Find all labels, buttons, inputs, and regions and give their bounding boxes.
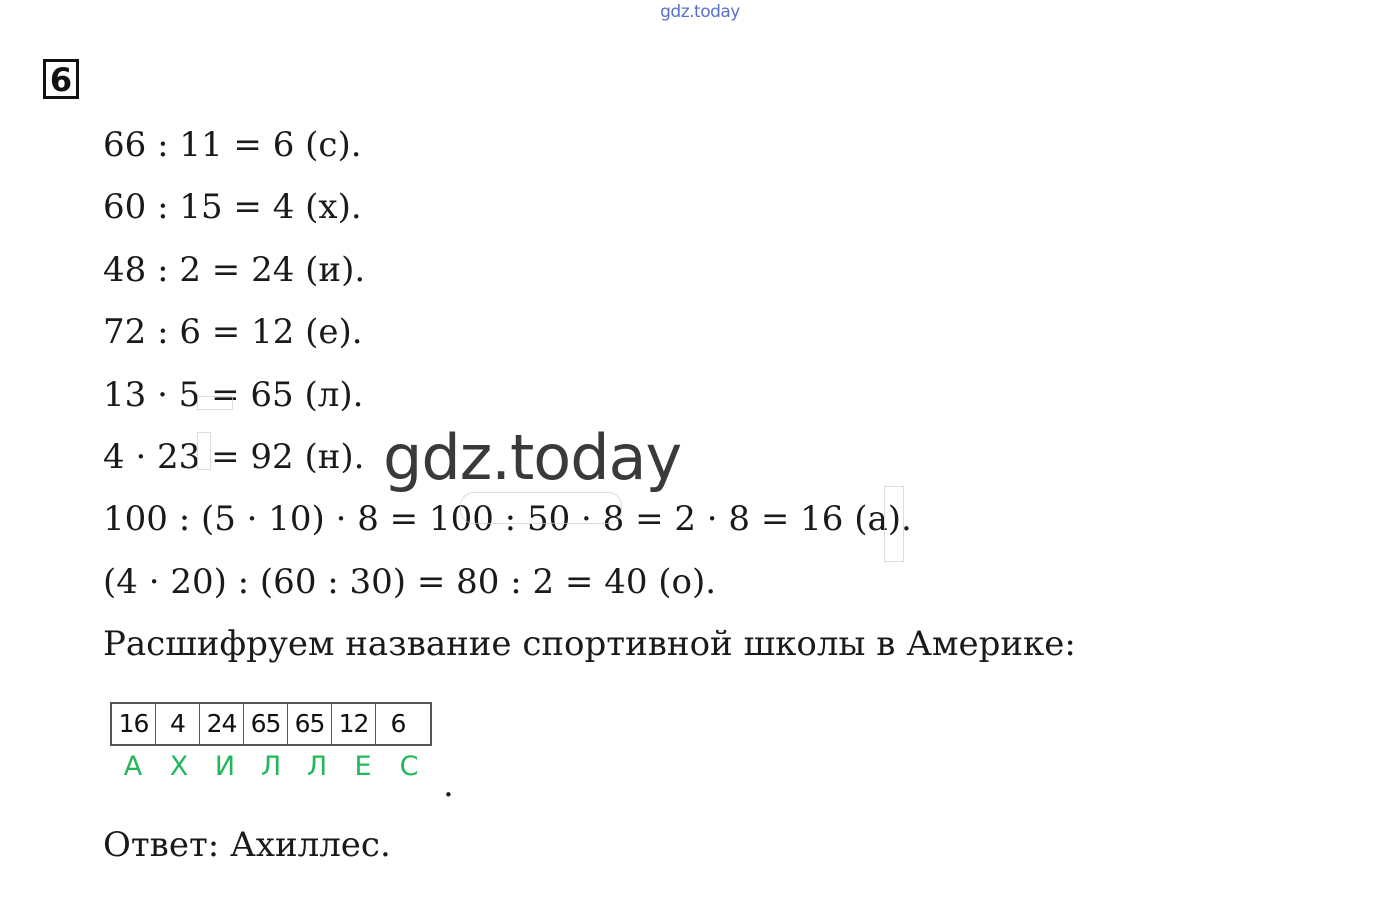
watermark-ghost-mark [197, 396, 233, 410]
cipher-letter: С [399, 751, 419, 782]
cipher-letter: Е [354, 751, 372, 782]
cipher-cell: 4 [156, 704, 200, 744]
cipher-letter: Х [169, 751, 189, 782]
cipher-cell: 65 [288, 704, 332, 744]
watermark-ghost-mark [197, 432, 211, 470]
solution-line: 4 · 23 = 92 (н). [103, 436, 365, 477]
solution-lines [103, 120, 1076, 682]
cipher-letter: Л [306, 751, 328, 782]
top-watermark: gdz.today [660, 2, 740, 22]
solution-line: 72 : 6 = 12 (е). [103, 312, 363, 353]
solution-line: 60 : 15 = 4 (х). [103, 187, 362, 228]
watermark-ghost-mark [884, 486, 904, 562]
cipher-letter: А [123, 751, 143, 782]
solution-line: 13 · 5 = 65 (л). [103, 374, 364, 415]
cipher-cell: 24 [200, 704, 244, 744]
cipher-cell: 65 [244, 704, 288, 744]
cipher-table [110, 702, 432, 746]
cipher-letter: Л [260, 751, 282, 782]
decode-prompt: Расшифруем название спортивной школы в Америке: [103, 624, 1076, 665]
solution-line: 66 : 11 = 6 (с). [103, 125, 362, 165]
cipher-cell: 12 [332, 704, 376, 744]
solution-line: 100 : (5 · 10) · 8 = 100 : 50 · 8 = 2 · 8 = 16 (а). [103, 499, 912, 540]
cipher-trailing-dot: . [443, 765, 454, 805]
cipher-letters [110, 750, 432, 784]
cipher-block [110, 702, 432, 784]
center-watermark: gdz.today [383, 421, 682, 494]
answer-line: Ответ: Ахиллес. [103, 825, 391, 865]
cipher-cell: 6 [390, 709, 406, 738]
solution-line: (4 · 20) : (60 : 30) = 80 : 2 = 40 (о). [103, 561, 717, 602]
cipher-cell: 16 [112, 704, 156, 744]
cipher-letter: И [214, 751, 236, 782]
task-number-badge: 6 [43, 59, 79, 99]
solution-line: 48 : 2 = 24 (и). [103, 249, 366, 290]
